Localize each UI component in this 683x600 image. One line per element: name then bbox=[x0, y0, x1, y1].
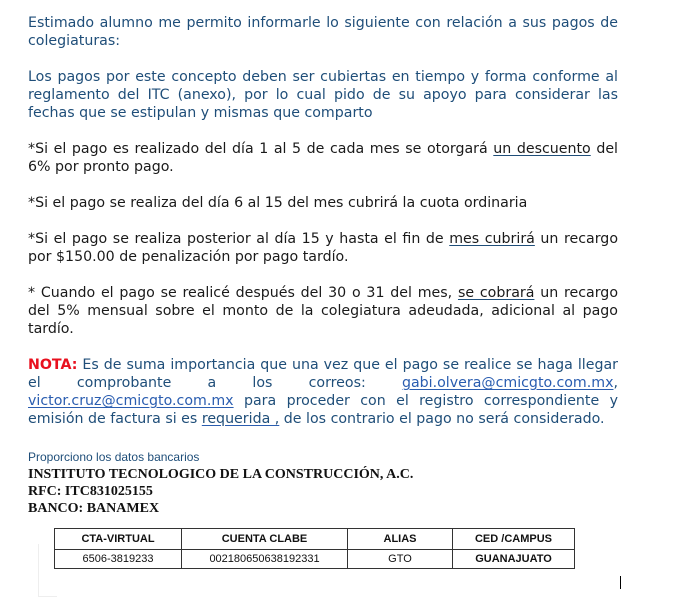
nota-underlined: requerida , bbox=[201, 411, 280, 427]
intro-paragraph: Estimado alumno me permito informarle lo siguiente con relación a sus pagos de colegiaturas: bbox=[28, 15, 618, 49]
table-header-row bbox=[55, 529, 575, 550]
rule1-text: *Si el pago es realizado del día 1 al 5 de cada mes se otorgará bbox=[28, 141, 494, 157]
text-cursor bbox=[620, 576, 621, 589]
email-link-gabi[interactable]: gabi.olvera@cmicgto.com.mx bbox=[401, 375, 614, 391]
nota-text-2: para proceder con el registro correspondiente y emisión de factura si es bbox=[28, 393, 618, 427]
bank-name-line: BANCO: BANAMEX bbox=[28, 501, 160, 516]
rule4-text: * Cuando el pago se realicé después del 30 o 31 del mes, bbox=[28, 285, 458, 301]
rule3-text: *Si el pago se realiza posterior al día 15 y hasta el fin de bbox=[28, 231, 450, 247]
cell-campus: GUANAJUATO bbox=[453, 550, 575, 569]
nota-paragraph bbox=[28, 356, 618, 428]
header-alias: ALIAS bbox=[348, 529, 453, 550]
rule-late-payment bbox=[28, 230, 618, 266]
bank-details bbox=[28, 450, 628, 517]
rule4-underlined: se cobrará bbox=[457, 285, 535, 301]
rule4-text-end: un recargo del 5% mensual sobre el monto de la colegiatura adeudada, adicional al pago tardío. bbox=[28, 285, 618, 337]
rule-monthly-surcharge bbox=[28, 284, 618, 338]
header-cta-virtual: CTA-VIRTUAL bbox=[55, 529, 182, 550]
rule-ordinary-payment: *Si el pago se realiza del día 6 al 15 del mes cubrirá la cuota ordinaria bbox=[28, 195, 528, 211]
table-row bbox=[55, 550, 575, 569]
cell-cta-virtual: 6506-3819233 bbox=[55, 550, 182, 569]
rule1-text-end: del 6% por pronto pago. bbox=[28, 141, 618, 175]
header-cuenta-clabe: CUENTA CLABE bbox=[182, 529, 348, 550]
rfc-line: RFC: ITC831025155 bbox=[28, 484, 153, 499]
rule3-text-end: un recargo por $150.00 de penalización por pago tardío. bbox=[28, 231, 618, 265]
nota-label: NOTA: bbox=[28, 357, 78, 373]
institution-name: INSTITUTO TECNOLOGICO DE LA CONSTRUCCIÓN, A.C. bbox=[28, 467, 414, 482]
rule1-underlined: un descuento bbox=[493, 141, 591, 157]
bank-account-table bbox=[54, 528, 575, 569]
cell-cuenta-clabe: 002180650638192331 bbox=[182, 550, 348, 569]
cell-alias: GTO bbox=[348, 550, 453, 569]
nota-text-3: de los contrario el pago no será considerado. bbox=[279, 411, 605, 427]
nota-text: Es de suma importancia que una vez que el pago se realice se haga llegar el comprobante a los correos: bbox=[28, 357, 618, 391]
letter-body bbox=[28, 14, 618, 446]
email-link-victor[interactable]: victor.cruz@cmicgto.com.mx bbox=[28, 393, 234, 409]
bank-intro: Proporciono los datos bancarios bbox=[28, 450, 200, 464]
rule3-underlined: mes cubrirá bbox=[449, 231, 535, 247]
policy-paragraph: Los pagos por este concepto deben ser cubiertas en tiempo y forma conforme al reglamento del ITC (anexo), por lo cual pido de su apoyo para considerar las fechas que se estipulan y mismas que comparto bbox=[28, 69, 618, 121]
nota-comma: , bbox=[613, 375, 618, 391]
header-campus: CED /CAMPUS bbox=[453, 529, 575, 550]
rule-early-payment bbox=[28, 140, 618, 176]
